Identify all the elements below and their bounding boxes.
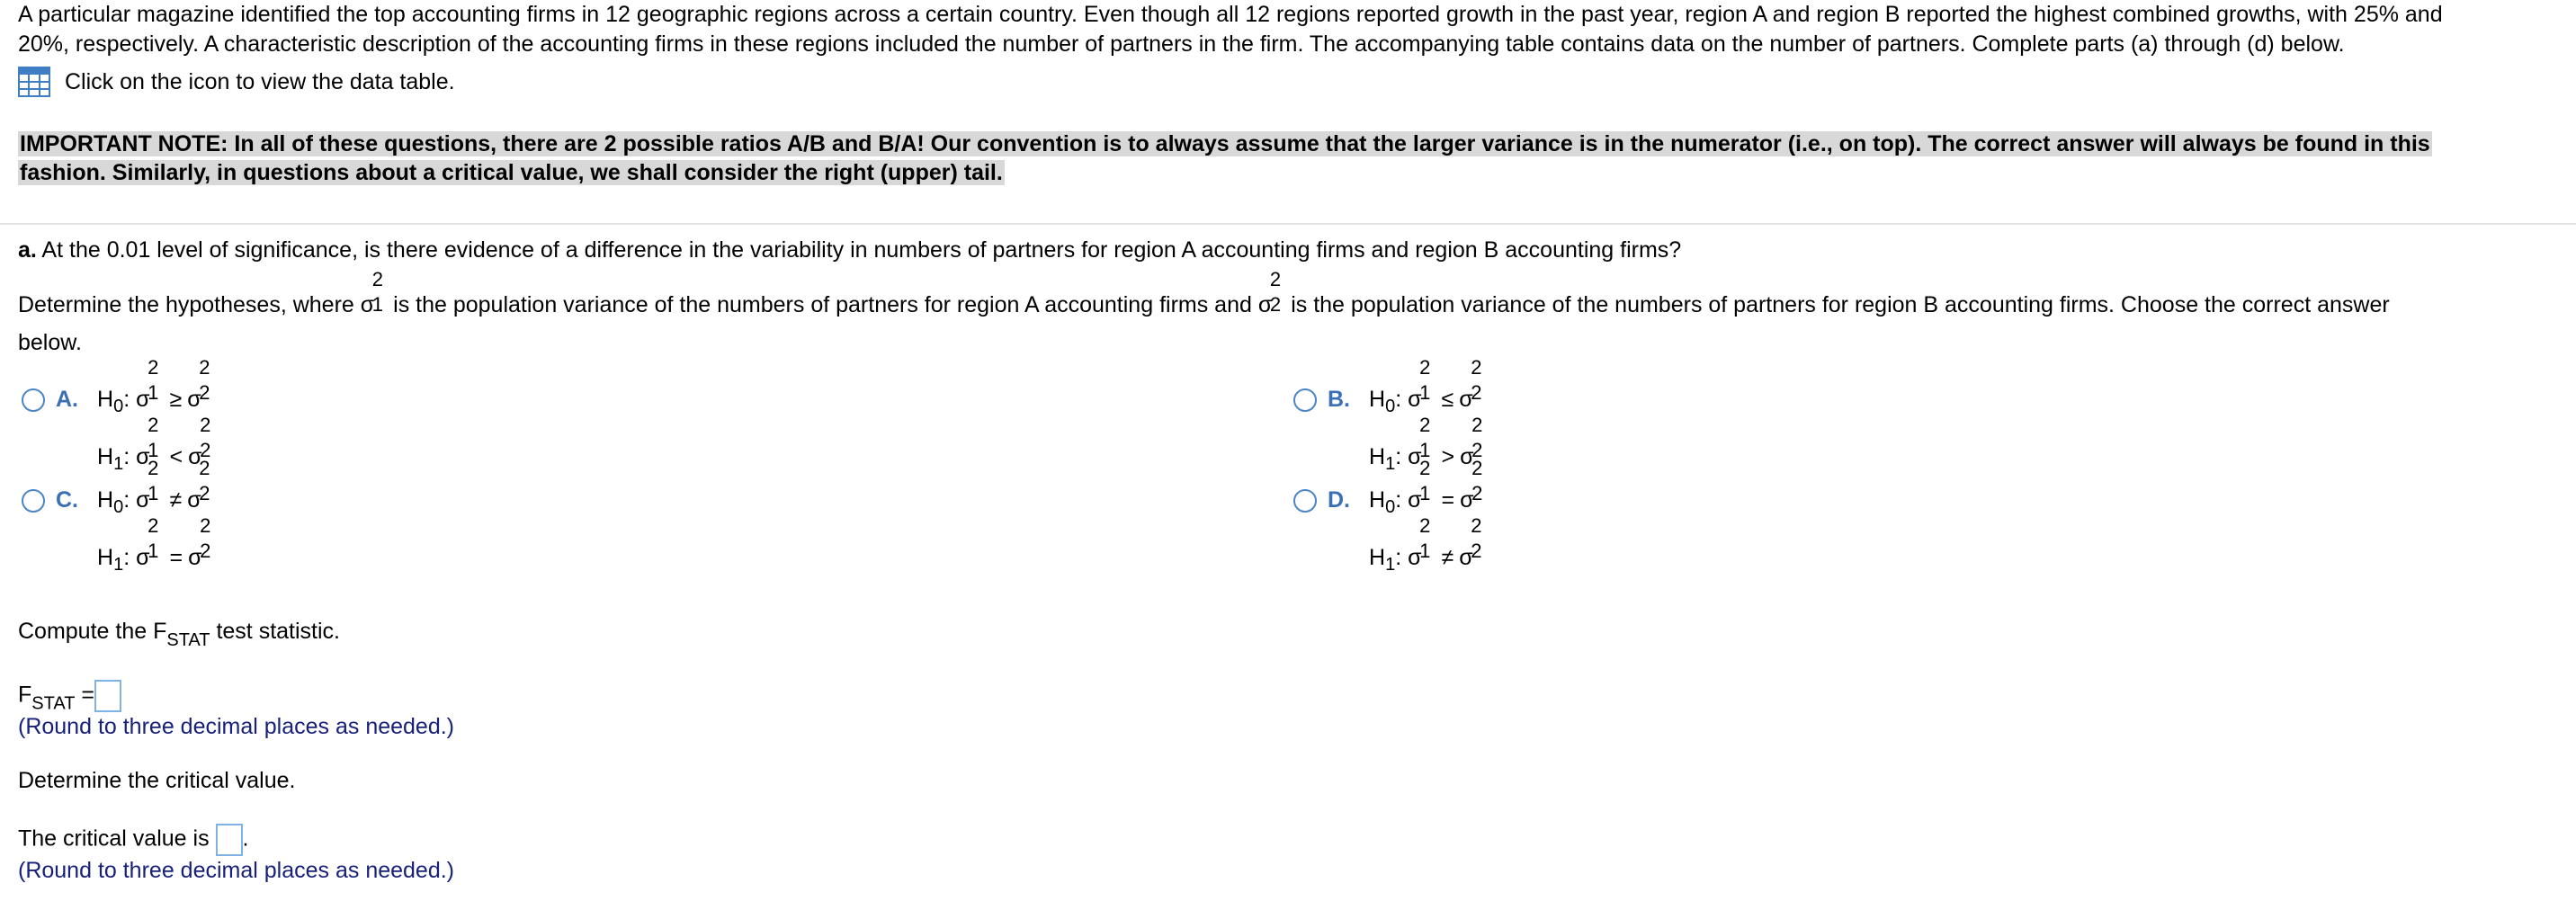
choice-c-h0: $H_0$: σ 2 1 ≠ σ 2 2: [97, 457, 210, 517]
note-line-2: fashion. Similarly, in questions about a critical value, we shall consider the right (upper) tail.: [20, 160, 1003, 185]
critical-value-input[interactable]: [216, 824, 243, 856]
choice-b-h0: $H_0$: σ 2 1 ≤ σ 2 2: [1369, 356, 1482, 416]
choice-c-hypotheses: [97, 457, 215, 590]
intro-line-2: 20%, respectively. A characteristic description of the accounting firms in these regions included the number of partners in the firm. The accompanying table contains data on the number of partners. Complete parts (a) through (d) below.: [18, 31, 2345, 57]
hyp-intro-text-1: Determine the hypotheses, where: [18, 292, 361, 317]
critical-answer-row: The critical value is .: [18, 824, 2554, 856]
part-a-label: a.: [18, 237, 37, 263]
fstat-input[interactable]: [94, 680, 121, 712]
choice-b-label: B.: [1328, 387, 1350, 412]
choice-c-radio[interactable]: [22, 489, 45, 513]
part-a-question: [18, 236, 2554, 265]
section-divider: [0, 223, 2576, 225]
choice-d-h0: $H_0$: σ 2 1 = σ 2 2: [1369, 457, 1483, 517]
choice-a-h1: $H_1$: σ 2 1 < σ 2 2: [97, 414, 211, 474]
sigma-2-squared: σ 2 2: [1257, 268, 1282, 317]
choice-a[interactable]: [22, 356, 215, 489]
choice-a-radio[interactable]: [22, 388, 45, 412]
intro-line-1: A particular magazine identified the top accounting firms in 12 geographic regions across a certain country. Even though all 12 regions reported growth in the past year, region A and region B reported the highest combined growths, with 25% and: [18, 2, 2443, 27]
hypotheses-intro: [18, 268, 2554, 361]
hyp-intro-text-2: is the population variance of the numbers of partners for region A accounting firms and: [387, 292, 1258, 317]
problem-intro: [18, 0, 2563, 59]
choice-b-radio[interactable]: [1293, 388, 1317, 412]
part-a-question-text: At the 0.01 level of significance, is there evidence of a difference in the variability in numbers of partners for region A accounting firms and region B accounting firms?: [36, 237, 1682, 263]
choice-d-h1: $H_1$: σ 2 1 ≠ σ 2 2: [1369, 514, 1482, 575]
critical-hint: (Round to three decimal places as needed.): [18, 858, 455, 883]
fstat-prompt: Compute the $F_{STAT}$ test statistic.: [18, 619, 340, 650]
choice-c-label: C.: [56, 487, 78, 513]
hyp-intro-text-3: is the population variance of the numbers of partners for region B accounting firms. Choose the correct answer: [1284, 292, 2390, 317]
fstat-hint: (Round to three decimal places as needed.): [18, 714, 455, 739]
choice-d-radio[interactable]: [1293, 489, 1317, 513]
choice-d[interactable]: [1293, 457, 1487, 590]
hyp-intro-text-4: below.: [18, 330, 82, 355]
note-line-1: IMPORTANT NOTE: In all of these questions, there are 2 possible ratios A/B and B/A! Our convention is to always assume that the larger variance is in the numerator (i.e., on top). The correct answer will always be found in this: [20, 131, 2430, 156]
choice-b-h1: $H_1$: σ 2 1 > σ 2 2: [1369, 414, 1483, 474]
choice-b[interactable]: [1293, 356, 1487, 489]
table-icon[interactable]: [18, 67, 50, 97]
important-note: [18, 129, 2571, 187]
choice-c[interactable]: [22, 457, 215, 590]
choice-d-label: D.: [1328, 487, 1350, 513]
data-table-link-text[interactable]: Click on the icon to view the data table.: [65, 68, 455, 94]
sigma-1-squared: σ 2 1: [360, 268, 384, 317]
choice-c-h1: $H_1$: σ 2 1 = σ 2 2: [97, 514, 211, 575]
critical-prompt: Determine the critical value.: [18, 768, 296, 793]
choice-d-hypotheses: [1369, 457, 1487, 590]
fstat-answer-row: $F_{STAT}$ =: [18, 680, 2554, 719]
choice-a-h0: $H_0$: σ 2 1 ≥ σ 2 2: [97, 356, 210, 416]
choice-a-label: A.: [56, 387, 78, 412]
data-table-link[interactable]: [18, 67, 455, 97]
